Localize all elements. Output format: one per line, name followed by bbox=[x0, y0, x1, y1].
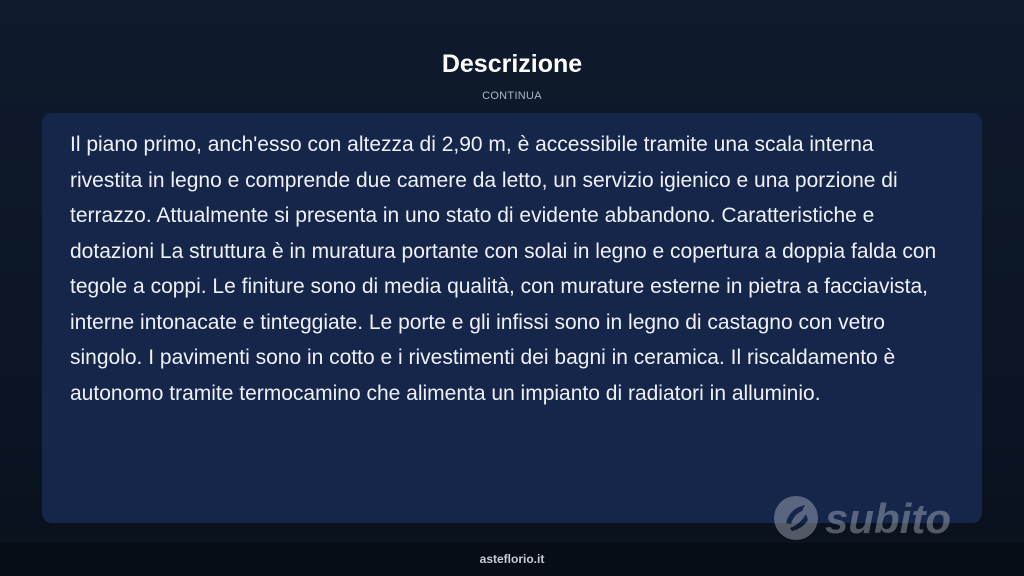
footer-source: asteflorio.it bbox=[479, 552, 545, 566]
subito-logo-icon bbox=[772, 492, 977, 544]
watermark-text: subito bbox=[825, 495, 951, 542]
description-card bbox=[42, 113, 982, 523]
page-title: Descrizione bbox=[441, 50, 583, 78]
description-text: Il piano primo, anch'esso con altezza di 2,90 m, è accessibile tramite una scala interna rivestita in legno e comprende due camere da letto, un servizio igienico e una porzione di terrazzo. Attualmente si presenta in uno stato di evidente abbandono. Caratteristiche e dotazioni La struttura è in muratura portante con solai in legno e copertura a doppia falda con tegole a coppi. Le finiture sono di media qualità, con murature esterne in pietra a facciavista, interne intonacate e tinteggiate. Le porte e gli infissi sono in legno di castagno con vetro singolo. I pavimenti sono in cotto e i rivestimenti dei bagni in ceramica. Il riscaldamento è autonomo tramite termocamino che alimenta un impianto di radiatori in alluminio. bbox=[70, 133, 937, 405]
subito-watermark bbox=[772, 492, 977, 544]
page-subtitle: CONTINUA bbox=[482, 90, 542, 102]
